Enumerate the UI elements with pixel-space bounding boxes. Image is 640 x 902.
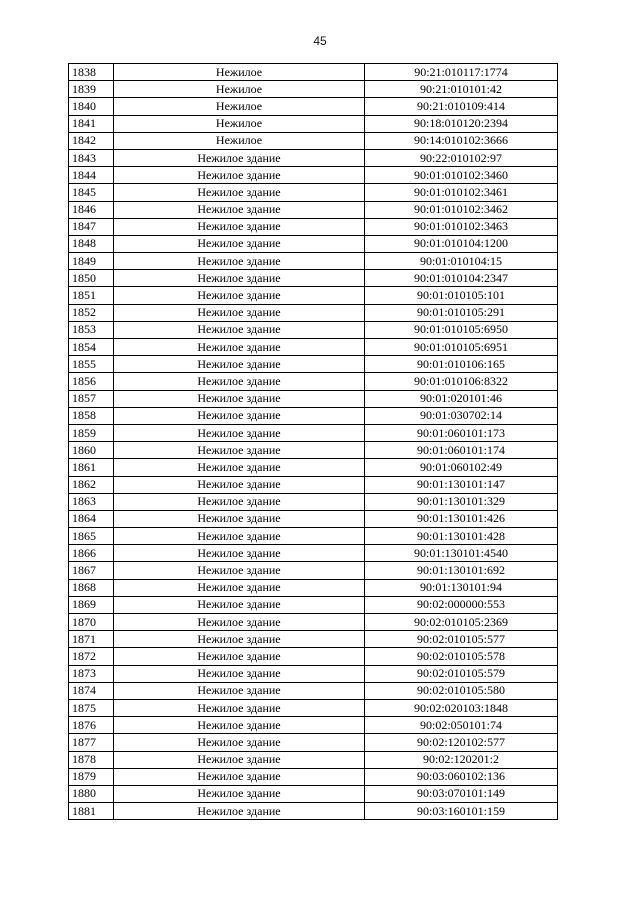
row-number-cell: 1847 bbox=[69, 218, 114, 235]
object-type-cell: Нежилое здание bbox=[114, 304, 365, 321]
row-number-cell: 1842 bbox=[69, 132, 114, 149]
table-row bbox=[69, 751, 558, 768]
row-number-cell: 1856 bbox=[69, 373, 114, 390]
row-number-cell: 1846 bbox=[69, 201, 114, 218]
object-type-cell: Нежилое здание bbox=[114, 803, 365, 820]
row-number-cell: 1863 bbox=[69, 493, 114, 510]
table-row bbox=[69, 665, 558, 682]
table-row bbox=[69, 321, 558, 338]
object-type-cell: Нежилое здание bbox=[114, 356, 365, 373]
row-number-cell: 1873 bbox=[69, 665, 114, 682]
cadastral-number-cell: 90:02:010105:578 bbox=[365, 648, 558, 665]
object-type-cell: Нежилое здание bbox=[114, 614, 365, 631]
table-row bbox=[69, 287, 558, 304]
table-row bbox=[69, 614, 558, 631]
object-type-cell: Нежилое здание bbox=[114, 562, 365, 579]
row-number-cell: 1875 bbox=[69, 699, 114, 716]
cadastral-number-cell: 90:01:010102:3461 bbox=[365, 184, 558, 201]
row-number-cell: 1880 bbox=[69, 785, 114, 802]
cadastral-number-cell: 90:01:010102:3460 bbox=[365, 167, 558, 184]
object-type-cell: Нежилое здание bbox=[114, 407, 365, 424]
object-type-cell: Нежилое bbox=[114, 81, 365, 98]
row-number-cell: 1878 bbox=[69, 751, 114, 768]
row-number-cell: 1859 bbox=[69, 424, 114, 441]
table-row bbox=[69, 98, 558, 115]
object-type-cell: Нежилое здание bbox=[114, 424, 365, 441]
cadastral-number-cell: 90:22:010102:97 bbox=[365, 149, 558, 166]
table-row bbox=[69, 304, 558, 321]
row-number-cell: 1853 bbox=[69, 321, 114, 338]
row-number-cell: 1848 bbox=[69, 235, 114, 252]
cadastral-number-cell: 90:01:060102:49 bbox=[365, 459, 558, 476]
table-row bbox=[69, 115, 558, 132]
row-number-cell: 1841 bbox=[69, 115, 114, 132]
object-type-cell: Нежилое здание bbox=[114, 270, 365, 287]
table-row bbox=[69, 132, 558, 149]
table-row bbox=[69, 218, 558, 235]
row-number-cell: 1870 bbox=[69, 614, 114, 631]
object-type-cell: Нежилое bbox=[114, 98, 365, 115]
row-number-cell: 1871 bbox=[69, 631, 114, 648]
row-number-cell: 1854 bbox=[69, 339, 114, 356]
cadastral-number-cell: 90:21:010101:42 bbox=[365, 81, 558, 98]
cadastral-number-cell: 90:03:060102:136 bbox=[365, 768, 558, 785]
cadastral-number-cell: 90:03:160101:159 bbox=[365, 803, 558, 820]
object-type-cell: Нежилое здание bbox=[114, 476, 365, 493]
table-row bbox=[69, 390, 558, 407]
object-type-cell: Нежилое здание bbox=[114, 184, 365, 201]
cadastral-number-cell: 90:18:010120:2394 bbox=[365, 115, 558, 132]
cadastral-number-cell: 90:02:120102:577 bbox=[365, 734, 558, 751]
row-number-cell: 1840 bbox=[69, 98, 114, 115]
table-row bbox=[69, 510, 558, 527]
cadastral-number-cell: 90:02:020103:1848 bbox=[365, 699, 558, 716]
row-number-cell: 1881 bbox=[69, 803, 114, 820]
row-number-cell: 1845 bbox=[69, 184, 114, 201]
cadastral-number-cell: 90:01:010104:1200 bbox=[365, 235, 558, 252]
row-number-cell: 1866 bbox=[69, 545, 114, 562]
object-type-cell: Нежилое здание bbox=[114, 253, 365, 270]
row-number-cell: 1839 bbox=[69, 81, 114, 98]
cadastral-number-cell: 90:01:130101:147 bbox=[365, 476, 558, 493]
row-number-cell: 1868 bbox=[69, 579, 114, 596]
table-row bbox=[69, 373, 558, 390]
cadastral-number-cell: 90:02:120201:2 bbox=[365, 751, 558, 768]
table-row bbox=[69, 528, 558, 545]
object-type-cell: Нежилое здание bbox=[114, 751, 365, 768]
object-type-cell: Нежилое здание bbox=[114, 442, 365, 459]
cadastral-number-cell: 90:01:060101:173 bbox=[365, 424, 558, 441]
object-type-cell: Нежилое здание bbox=[114, 768, 365, 785]
cadastral-number-cell: 90:02:000000:553 bbox=[365, 596, 558, 613]
table-row bbox=[69, 734, 558, 751]
object-type-cell: Нежилое здание bbox=[114, 390, 365, 407]
table-row bbox=[69, 768, 558, 785]
table-row bbox=[69, 442, 558, 459]
cadastral-number-cell: 90:01:010104:15 bbox=[365, 253, 558, 270]
cadastral-number-cell: 90:02:050101:74 bbox=[365, 717, 558, 734]
row-number-cell: 1867 bbox=[69, 562, 114, 579]
object-type-cell: Нежилое здание bbox=[114, 167, 365, 184]
cadastral-number-cell: 90:01:130101:692 bbox=[365, 562, 558, 579]
cadastral-number-cell: 90:01:010102:3462 bbox=[365, 201, 558, 218]
row-number-cell: 1843 bbox=[69, 149, 114, 166]
object-type-cell: Нежилое bbox=[114, 132, 365, 149]
cadastral-number-cell: 90:02:010105:580 bbox=[365, 682, 558, 699]
object-type-cell: Нежилое здание bbox=[114, 734, 365, 751]
row-number-cell: 1864 bbox=[69, 510, 114, 527]
registry-table-body bbox=[69, 64, 558, 820]
object-type-cell: Нежилое здание bbox=[114, 493, 365, 510]
object-type-cell: Нежилое здание bbox=[114, 665, 365, 682]
row-number-cell: 1879 bbox=[69, 768, 114, 785]
row-number-cell: 1852 bbox=[69, 304, 114, 321]
object-type-cell: Нежилое bbox=[114, 64, 365, 81]
object-type-cell: Нежилое bbox=[114, 115, 365, 132]
table-row bbox=[69, 339, 558, 356]
table-row bbox=[69, 235, 558, 252]
object-type-cell: Нежилое здание bbox=[114, 510, 365, 527]
table-row bbox=[69, 493, 558, 510]
row-number-cell: 1851 bbox=[69, 287, 114, 304]
table-row bbox=[69, 682, 558, 699]
object-type-cell: Нежилое здание bbox=[114, 373, 365, 390]
table-row bbox=[69, 459, 558, 476]
cadastral-number-cell: 90:01:130101:4540 bbox=[365, 545, 558, 562]
object-type-cell: Нежилое здание bbox=[114, 218, 365, 235]
cadastral-number-cell: 90:02:010105:579 bbox=[365, 665, 558, 682]
row-number-cell: 1844 bbox=[69, 167, 114, 184]
table-row bbox=[69, 596, 558, 613]
table-row bbox=[69, 476, 558, 493]
table-row bbox=[69, 64, 558, 81]
table-row bbox=[69, 407, 558, 424]
row-number-cell: 1858 bbox=[69, 407, 114, 424]
cadastral-number-cell: 90:01:130101:94 bbox=[365, 579, 558, 596]
cadastral-number-cell: 90:01:010105:291 bbox=[365, 304, 558, 321]
table-row bbox=[69, 785, 558, 802]
cadastral-number-cell: 90:01:010102:3463 bbox=[365, 218, 558, 235]
table-row bbox=[69, 648, 558, 665]
row-number-cell: 1861 bbox=[69, 459, 114, 476]
table-row bbox=[69, 424, 558, 441]
object-type-cell: Нежилое здание bbox=[114, 339, 365, 356]
object-type-cell: Нежилое здание bbox=[114, 149, 365, 166]
table-row bbox=[69, 253, 558, 270]
object-type-cell: Нежилое здание bbox=[114, 321, 365, 338]
cadastral-number-cell: 90:21:010109:414 bbox=[365, 98, 558, 115]
table-row bbox=[69, 579, 558, 596]
object-type-cell: Нежилое здание bbox=[114, 287, 365, 304]
cadastral-number-cell: 90:21:010117:1774 bbox=[365, 64, 558, 81]
table-row bbox=[69, 184, 558, 201]
table-row bbox=[69, 631, 558, 648]
table-row bbox=[69, 270, 558, 287]
cadastral-number-cell: 90:01:060101:174 bbox=[365, 442, 558, 459]
cadastral-number-cell: 90:01:010106:165 bbox=[365, 356, 558, 373]
object-type-cell: Нежилое здание bbox=[114, 235, 365, 252]
cadastral-number-cell: 90:01:010105:6950 bbox=[365, 321, 558, 338]
row-number-cell: 1869 bbox=[69, 596, 114, 613]
table-row bbox=[69, 699, 558, 716]
table-row bbox=[69, 803, 558, 820]
object-type-cell: Нежилое здание bbox=[114, 579, 365, 596]
cadastral-number-cell: 90:02:010105:577 bbox=[365, 631, 558, 648]
cadastral-number-cell: 90:01:010105:101 bbox=[365, 287, 558, 304]
cadastral-number-cell: 90:14:010102:3666 bbox=[365, 132, 558, 149]
table-row bbox=[69, 81, 558, 98]
cadastral-number-cell: 90:01:030702:14 bbox=[365, 407, 558, 424]
object-type-cell: Нежилое здание bbox=[114, 785, 365, 802]
row-number-cell: 1849 bbox=[69, 253, 114, 270]
object-type-cell: Нежилое здание bbox=[114, 201, 365, 218]
table-row bbox=[69, 167, 558, 184]
object-type-cell: Нежилое здание bbox=[114, 596, 365, 613]
row-number-cell: 1855 bbox=[69, 356, 114, 373]
object-type-cell: Нежилое здание bbox=[114, 648, 365, 665]
table-row bbox=[69, 201, 558, 218]
row-number-cell: 1857 bbox=[69, 390, 114, 407]
row-number-cell: 1862 bbox=[69, 476, 114, 493]
page-number: 45 bbox=[313, 34, 327, 48]
row-number-cell: 1860 bbox=[69, 442, 114, 459]
cadastral-number-cell: 90:01:020101:46 bbox=[365, 390, 558, 407]
table-row bbox=[69, 562, 558, 579]
row-number-cell: 1872 bbox=[69, 648, 114, 665]
object-type-cell: Нежилое здание bbox=[114, 682, 365, 699]
object-type-cell: Нежилое здание bbox=[114, 717, 365, 734]
cadastral-number-cell: 90:03:070101:149 bbox=[365, 785, 558, 802]
table-row bbox=[69, 717, 558, 734]
cadastral-number-cell: 90:01:010104:2347 bbox=[365, 270, 558, 287]
cadastral-number-cell: 90:02:010105:2369 bbox=[365, 614, 558, 631]
row-number-cell: 1877 bbox=[69, 734, 114, 751]
cadastral-number-cell: 90:01:010106:8322 bbox=[365, 373, 558, 390]
cadastral-number-cell: 90:01:010105:6951 bbox=[365, 339, 558, 356]
table-row bbox=[69, 149, 558, 166]
row-number-cell: 1865 bbox=[69, 528, 114, 545]
table-row bbox=[69, 356, 558, 373]
row-number-cell: 1850 bbox=[69, 270, 114, 287]
cadastral-number-cell: 90:01:130101:428 bbox=[365, 528, 558, 545]
object-type-cell: Нежилое здание bbox=[114, 699, 365, 716]
object-type-cell: Нежилое здание bbox=[114, 631, 365, 648]
registry-table bbox=[68, 63, 558, 820]
cadastral-number-cell: 90:01:130101:426 bbox=[365, 510, 558, 527]
object-type-cell: Нежилое здание bbox=[114, 528, 365, 545]
row-number-cell: 1874 bbox=[69, 682, 114, 699]
table-row bbox=[69, 545, 558, 562]
row-number-cell: 1876 bbox=[69, 717, 114, 734]
object-type-cell: Нежилое здание bbox=[114, 459, 365, 476]
cadastral-number-cell: 90:01:130101:329 bbox=[365, 493, 558, 510]
object-type-cell: Нежилое здание bbox=[114, 545, 365, 562]
row-number-cell: 1838 bbox=[69, 64, 114, 81]
